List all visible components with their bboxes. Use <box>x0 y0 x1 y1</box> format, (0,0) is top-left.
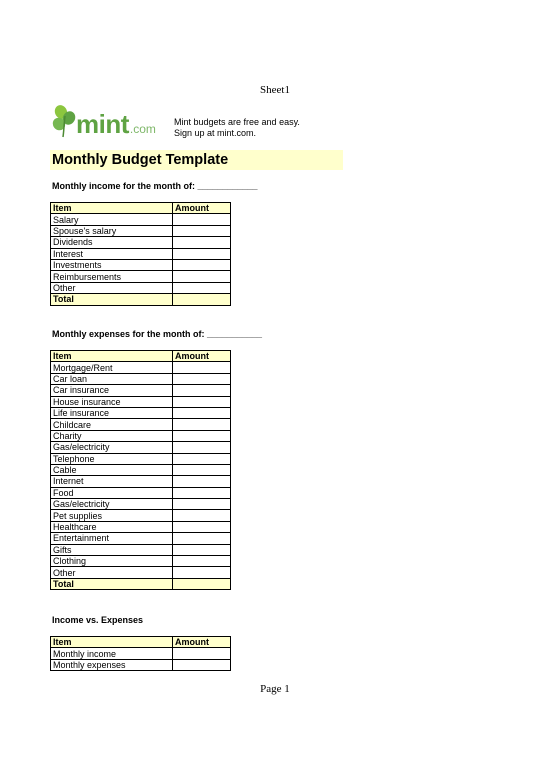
expense-amount-cell[interactable] <box>173 419 231 430</box>
expense-amount-cell[interactable] <box>173 476 231 487</box>
expense-amount-cell[interactable] <box>173 544 231 555</box>
expense-item[interactable]: Clothing <box>51 556 173 567</box>
expense-item[interactable]: Gas/electricity <box>51 499 173 510</box>
logo-tld: .com <box>129 122 156 136</box>
income-total-row <box>51 294 231 305</box>
expense-item[interactable]: Car insurance <box>51 385 173 396</box>
expense-amount-cell[interactable] <box>173 567 231 578</box>
sheet-header: Sheet1 <box>260 84 290 96</box>
table-row <box>51 385 231 396</box>
table-row <box>51 556 231 567</box>
comparison-header-item: Item <box>51 637 173 648</box>
table-row <box>51 248 231 259</box>
expense-item[interactable]: Other <box>51 567 173 578</box>
expense-amount-cell[interactable] <box>173 453 231 464</box>
income-amount-cell[interactable] <box>173 237 231 248</box>
income-amount-cell[interactable] <box>173 214 231 225</box>
expenses-total-label[interactable]: Total <box>51 578 173 589</box>
table-row <box>51 544 231 555</box>
comparison-header-row <box>51 637 231 648</box>
income-header-row <box>51 203 231 214</box>
income-item[interactable]: Investments <box>51 259 173 270</box>
table-row <box>51 407 231 418</box>
table-row <box>51 373 231 384</box>
comparison-item[interactable]: Monthly income <box>51 648 173 659</box>
expense-item[interactable]: Healthcare <box>51 521 173 532</box>
expense-item[interactable]: Pet supplies <box>51 510 173 521</box>
income-item[interactable]: Dividends <box>51 237 173 248</box>
table-row <box>51 442 231 453</box>
page-title: Monthly Budget Template <box>52 152 229 168</box>
expenses-header-item: Item <box>51 351 173 362</box>
table-row <box>51 476 231 487</box>
title-band <box>50 150 343 170</box>
comparison-header-amount: Amount <box>173 637 231 648</box>
table-row <box>51 259 231 270</box>
expense-amount-cell[interactable] <box>173 487 231 498</box>
expense-item[interactable]: Cable <box>51 464 173 475</box>
tagline-line2: Sign up at mint.com. <box>174 128 257 138</box>
income-item[interactable]: Other <box>51 282 173 293</box>
expense-item[interactable]: Charity <box>51 430 173 441</box>
table-row <box>51 225 231 236</box>
page-footer: Page 1 <box>260 683 290 695</box>
expense-amount-cell[interactable] <box>173 521 231 532</box>
expense-amount-cell[interactable] <box>173 362 231 373</box>
expense-item[interactable]: Life insurance <box>51 407 173 418</box>
comparison-amount-cell[interactable] <box>173 659 231 670</box>
income-amount-cell[interactable] <box>173 248 231 259</box>
income-total-cell[interactable] <box>173 294 231 305</box>
income-section-label: Monthly income for the month of: ____________ <box>52 181 258 191</box>
income-header-item: Item <box>51 203 173 214</box>
expense-amount-cell[interactable] <box>173 533 231 544</box>
expense-item[interactable]: Gifts <box>51 544 173 555</box>
table-row <box>51 659 231 670</box>
expense-amount-cell[interactable] <box>173 430 231 441</box>
expenses-section-label: Monthly expenses for the month of: ___________ <box>52 329 263 339</box>
logo-text <box>76 111 156 142</box>
expense-amount-cell[interactable] <box>173 510 231 521</box>
table-row <box>51 521 231 532</box>
leaf-icon <box>52 104 78 138</box>
expense-item[interactable]: Gas/electricity <box>51 442 173 453</box>
expenses-total-row <box>51 578 231 589</box>
expense-amount-cell[interactable] <box>173 407 231 418</box>
income-amount-cell[interactable] <box>173 225 231 236</box>
income-amount-cell[interactable] <box>173 259 231 270</box>
expense-amount-cell[interactable] <box>173 373 231 384</box>
expenses-header-amount: Amount <box>173 351 231 362</box>
table-row <box>51 271 231 282</box>
expense-item[interactable]: Mortgage/Rent <box>51 362 173 373</box>
income-item[interactable]: Salary <box>51 214 173 225</box>
mint-logo <box>52 104 172 140</box>
income-table <box>50 202 231 306</box>
table-row <box>51 648 231 659</box>
table-row <box>51 396 231 407</box>
table-row <box>51 237 231 248</box>
expense-item[interactable]: House insurance <box>51 396 173 407</box>
income-header-amount: Amount <box>173 203 231 214</box>
expenses-total-cell[interactable] <box>173 578 231 589</box>
table-row <box>51 282 231 293</box>
comparison-amount-cell[interactable] <box>173 648 231 659</box>
tagline-line1: Mint budgets are free and easy. <box>174 117 300 127</box>
income-total-label[interactable]: Total <box>51 294 173 305</box>
expense-item[interactable]: Car loan <box>51 373 173 384</box>
expense-amount-cell[interactable] <box>173 396 231 407</box>
table-row <box>51 487 231 498</box>
table-row <box>51 362 231 373</box>
logo-name: mint <box>76 109 129 139</box>
expense-amount-cell[interactable] <box>173 464 231 475</box>
income-item[interactable]: Spouse's salary <box>51 225 173 236</box>
table-row <box>51 464 231 475</box>
expenses-table <box>50 350 231 590</box>
expense-item[interactable]: Telephone <box>51 453 173 464</box>
table-row <box>51 430 231 441</box>
tagline <box>174 117 300 139</box>
comparison-table <box>50 636 231 671</box>
table-row <box>51 214 231 225</box>
income-item[interactable]: Interest <box>51 248 173 259</box>
income-amount-cell[interactable] <box>173 282 231 293</box>
expense-amount-cell[interactable] <box>173 499 231 510</box>
expense-amount-cell[interactable] <box>173 385 231 396</box>
table-row <box>51 419 231 430</box>
table-row <box>51 533 231 544</box>
expense-amount-cell[interactable] <box>173 442 231 453</box>
expense-amount-cell[interactable] <box>173 556 231 567</box>
expense-item[interactable]: Internet <box>51 476 173 487</box>
comparison-section-label: Income vs. Expenses <box>52 615 144 625</box>
table-row <box>51 499 231 510</box>
income-amount-cell[interactable] <box>173 271 231 282</box>
table-row <box>51 567 231 578</box>
table-row <box>51 453 231 464</box>
expense-item[interactable]: Food <box>51 487 173 498</box>
expenses-header-row <box>51 351 231 362</box>
comparison-item[interactable]: Monthly expenses <box>51 659 173 670</box>
table-row <box>51 510 231 521</box>
expense-item[interactable]: Childcare <box>51 419 173 430</box>
income-item[interactable]: Reimbursements <box>51 271 173 282</box>
expense-item[interactable]: Entertainment <box>51 533 173 544</box>
